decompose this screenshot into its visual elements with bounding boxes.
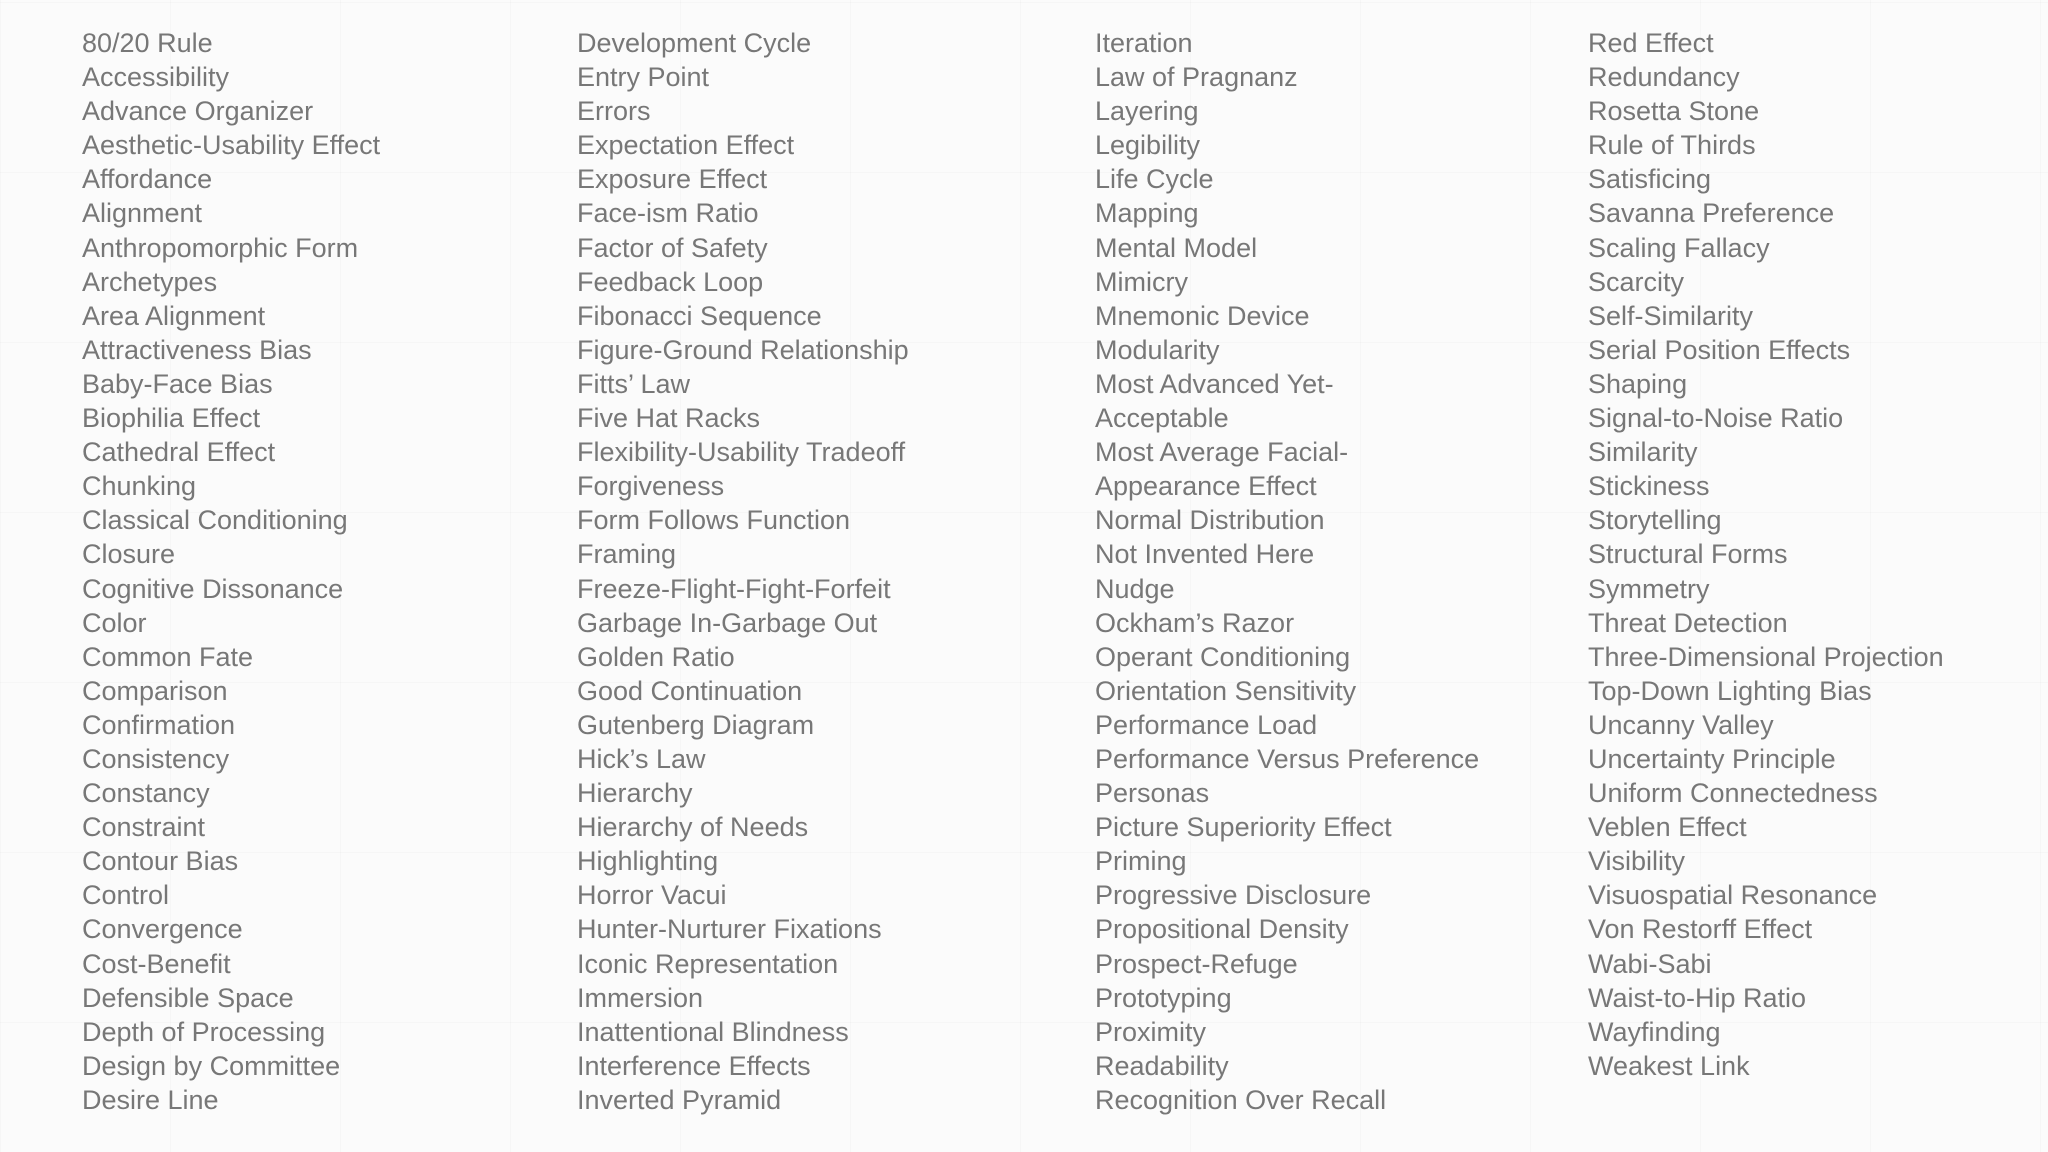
list-item: Color <box>82 607 147 638</box>
list-item: Stickiness <box>1588 471 1710 502</box>
list-item: Advance Organizer <box>82 96 314 127</box>
column-2 <box>577 26 909 1117</box>
list-item: Contour Bias <box>82 846 239 877</box>
list-item: Fibonacci Sequence <box>577 300 822 331</box>
list-item: Wabi-Sabi <box>1588 948 1712 979</box>
list-item: Cognitive Dissonance <box>82 573 344 604</box>
list-item: Inattentional Blindness <box>577 1016 849 1047</box>
list-item: Personas <box>1095 778 1210 809</box>
list-item: Acceptable <box>1095 403 1229 434</box>
column-4 <box>1588 26 1944 1083</box>
list-item: Defensible Space <box>82 982 294 1013</box>
list-item: Mapping <box>1095 198 1199 229</box>
list-item: Figure-Ground Relationship <box>577 334 909 365</box>
list-item: Iteration <box>1095 28 1193 58</box>
list-item: Readability <box>1095 1050 1229 1081</box>
list-item: Layering <box>1095 96 1199 127</box>
list-item: Face-ism Ratio <box>577 198 759 229</box>
list-item: Closure <box>82 539 176 570</box>
list-item: Symmetry <box>1588 573 1710 604</box>
list-item: Mental Model <box>1095 232 1258 263</box>
list-item: Form Follows Function <box>577 505 851 536</box>
list-item: Weakest Link <box>1588 1050 1750 1081</box>
list-item: Constraint <box>82 812 206 843</box>
list-item: Von Restorff Effect <box>1588 914 1813 945</box>
list-item: Design by Committee <box>82 1050 341 1081</box>
list-item: Modularity <box>1095 334 1220 365</box>
list-item: Exposure Effect <box>577 164 768 195</box>
list-item: Most Average Facial- <box>1095 437 1349 468</box>
list-item: Performance Load <box>1095 709 1318 740</box>
list-item: Similarity <box>1588 437 1698 468</box>
list-item: Storytelling <box>1588 505 1722 536</box>
list-item: Scarcity <box>1588 266 1685 297</box>
list-item: Structural Forms <box>1588 539 1788 570</box>
list-item: Savanna Preference <box>1588 198 1835 229</box>
list-item: Development Cycle <box>577 28 812 58</box>
list-item: Ockham’s Razor <box>1095 607 1295 638</box>
list-item: Shaping <box>1588 368 1688 399</box>
list-item: Gutenberg Diagram <box>577 709 815 740</box>
list-item: Prototyping <box>1095 982 1232 1013</box>
list-item: Consistency <box>82 743 230 774</box>
list-item: Signal-to-Noise Ratio <box>1588 403 1844 434</box>
list-item: Confirmation <box>82 709 236 740</box>
list-item: Legibility <box>1095 130 1201 161</box>
list-item: Expectation Effect <box>577 130 795 161</box>
list-item: Affordance <box>82 164 213 195</box>
list-item: Hunter-Nurturer Fixations <box>577 914 882 945</box>
list-item: Interference Effects <box>577 1050 811 1081</box>
list-item: Hierarchy of Needs <box>577 812 809 843</box>
list-item: Inverted Pyramid <box>577 1084 782 1115</box>
list-item: Scaling Fallacy <box>1588 232 1770 263</box>
list-item: Five Hat Racks <box>577 403 761 434</box>
list-item: Nudge <box>1095 573 1175 604</box>
list-item: Entry Point <box>577 62 710 93</box>
list-item: Uncanny Valley <box>1588 709 1774 740</box>
list-item: Iconic Representation <box>577 948 839 979</box>
list-item: Alignment <box>82 198 203 229</box>
list-item: Three-Dimensional Projection <box>1588 641 1944 672</box>
list-item: Progressive Disclosure <box>1095 880 1372 911</box>
list-item: Common Fate <box>82 641 254 672</box>
list-item: Life Cycle <box>1095 164 1214 195</box>
list-item: Fitts’ Law <box>577 368 691 399</box>
list-item: Highlighting <box>577 846 719 877</box>
list-item: Operant Conditioning <box>1095 641 1351 672</box>
list-item: Classical Conditioning <box>82 505 348 536</box>
list-item: Most Advanced Yet- <box>1095 368 1334 399</box>
list-item: Wayfinding <box>1588 1016 1721 1047</box>
list-item: Constancy <box>82 778 210 809</box>
list-item: Horror Vacui <box>577 880 727 911</box>
list-item: Mimicry <box>1095 266 1188 297</box>
list-item: Prospect-Refuge <box>1095 948 1298 979</box>
list-item: Aesthetic-Usability Effect <box>82 130 381 161</box>
list-item: Anthropomorphic Form <box>82 232 359 263</box>
list-item: Baby-Face Bias <box>82 368 273 399</box>
list-item: Hick’s Law <box>577 743 706 774</box>
list-item: Red Effect <box>1588 28 1714 58</box>
list-item: Visuospatial Resonance <box>1588 880 1878 911</box>
list-item: Visibility <box>1588 846 1686 877</box>
list-item: Chunking <box>82 471 197 502</box>
list-item: Law of Pragnanz <box>1095 62 1298 93</box>
list-item: Area Alignment <box>82 300 266 331</box>
list-item: Good Continuation <box>577 675 803 706</box>
list-item: Factor of Safety <box>577 232 768 263</box>
list-item: Recognition Over Recall <box>1095 1084 1387 1115</box>
list-item: Threat Detection <box>1588 607 1788 638</box>
list-item: Not Invented Here <box>1095 539 1315 570</box>
list-item: Accessibility <box>82 62 230 93</box>
list-item: Attractiveness Bias <box>82 334 312 365</box>
list-item: Normal Distribution <box>1095 505 1325 536</box>
list-item: Archetypes <box>82 266 218 297</box>
list-item: Veblen Effect <box>1588 812 1747 843</box>
list-item: Forgiveness <box>577 471 725 502</box>
list-item: Waist-to-Hip Ratio <box>1588 982 1807 1013</box>
list-item: Immersion <box>577 982 704 1013</box>
list-item: Serial Position Effects <box>1588 334 1851 365</box>
list-item: Comparison <box>82 675 228 706</box>
column-3 <box>1095 26 1479 1117</box>
list-item: Priming <box>1095 846 1187 877</box>
list-item: Proximity <box>1095 1016 1207 1047</box>
list-item: Redundancy <box>1588 62 1740 93</box>
list-item: Framing <box>577 539 677 570</box>
list-item: Desire Line <box>82 1084 219 1115</box>
list-item: Uniform Connectedness <box>1588 778 1878 809</box>
list-item: Rosetta Stone <box>1588 96 1760 127</box>
list-item: Performance Versus Preference <box>1095 743 1480 774</box>
list-item: Hierarchy <box>577 778 693 809</box>
list-item: Uncertainty Principle <box>1588 743 1836 774</box>
list-item: Biophilia Effect <box>82 403 261 434</box>
list-item: Satisficing <box>1588 164 1712 195</box>
list-item: Picture Superiority Effect <box>1095 812 1392 843</box>
list-item: Depth of Processing <box>82 1016 326 1047</box>
list-item: Errors <box>577 96 651 127</box>
list-item: Appearance Effect <box>1095 471 1317 502</box>
column-1 <box>82 26 380 1117</box>
list-item: 80/20 Rule <box>82 28 213 58</box>
list-item: Self-Similarity <box>1588 300 1754 331</box>
list-item: Mnemonic Device <box>1095 300 1310 331</box>
list-item: Golden Ratio <box>577 641 735 672</box>
list-item: Top-Down Lighting Bias <box>1588 675 1872 706</box>
list-item: Feedback Loop <box>577 266 764 297</box>
list-item: Convergence <box>82 914 243 945</box>
list-item: Rule of Thirds <box>1588 130 1756 161</box>
list-item: Flexibility-Usability Tradeoff <box>577 437 906 468</box>
list-item: Orientation Sensitivity <box>1095 675 1357 706</box>
list-item: Cathedral Effect <box>82 437 276 468</box>
list-item: Propositional Density <box>1095 914 1349 945</box>
list-item: Cost-Benefit <box>82 948 231 979</box>
list-item: Garbage In-Garbage Out <box>577 607 878 638</box>
list-item: Control <box>82 880 170 911</box>
list-item: Freeze-Flight-Fight-Forfeit <box>577 573 891 604</box>
